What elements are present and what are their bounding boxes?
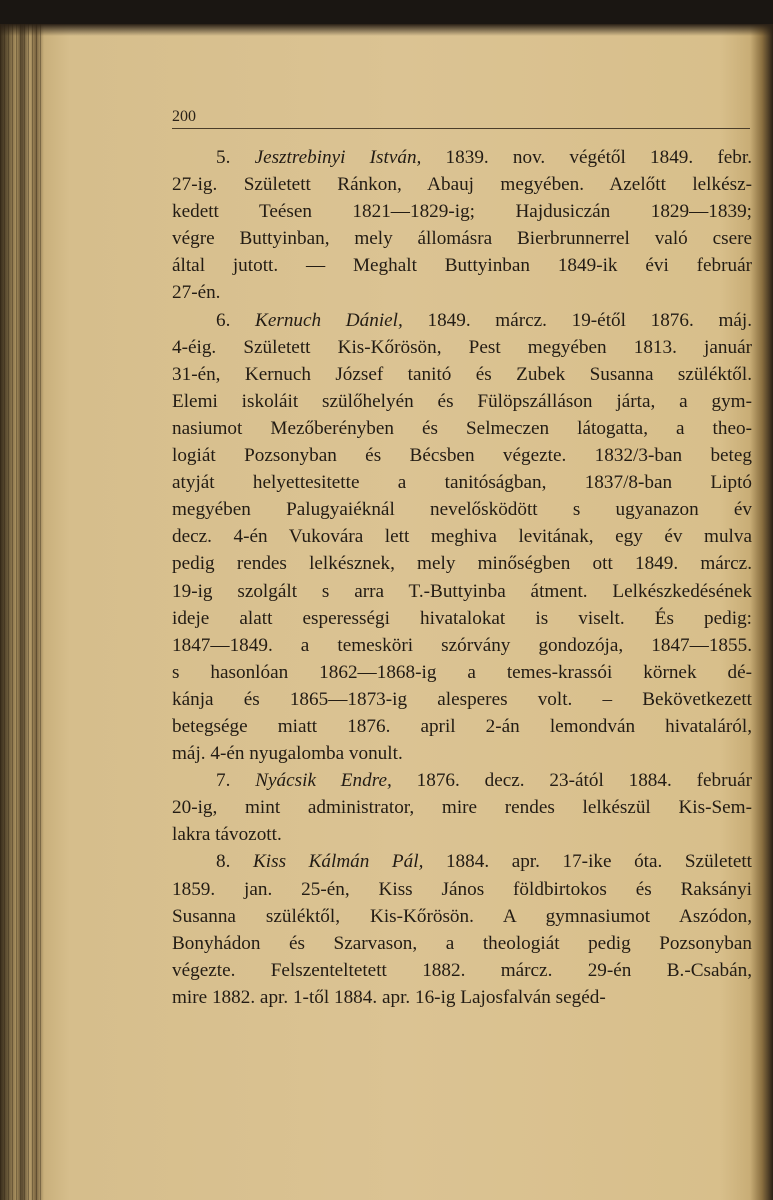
text-line: 1859. jan. 25-én, Kiss János földbirtokos és Raksányi xyxy=(172,878,752,900)
text-line: máj. 4-én nyugalomba vonult. xyxy=(172,743,403,765)
text-line: végezte. Felszenteltetett 1882. márcz. 29-én B.-Csabán, xyxy=(172,959,752,981)
text-line: megyében Palugyaiéknál nevelősködött s ugyanazon év xyxy=(172,499,752,521)
text-line: 27-én. xyxy=(172,282,221,304)
text-line: 27-ig. Született Ránkon, Abauj megyében. Azelőtt lelkész- xyxy=(172,174,752,196)
text-line: Bonyhádon és Szarvason, a theologiát pedig Pozsonyban xyxy=(172,932,752,954)
paragraph-first-line xyxy=(172,848,752,875)
person-name: Jesztrebinyi István, xyxy=(254,147,422,168)
line-text: 1839. nov. végétől 1849. febr. xyxy=(445,147,752,168)
text-line: 20-ig, mint administrator, mire rendes lelkészül Kis-Sem- xyxy=(172,797,752,819)
entry-number: 7. xyxy=(216,770,231,792)
person-name: Nyácsik Endre, xyxy=(255,770,392,792)
header-rule xyxy=(172,128,750,129)
entry-number: 5. xyxy=(216,147,231,168)
text-line: pedig rendes lelkésznek, mely minőségben ott 1849. márcz. xyxy=(172,553,752,575)
person-name: Kernuch Dániel, xyxy=(255,309,403,331)
text-line: Susanna szüléktől, Kis-Kőrösön. A gymnasiumot Aszódon, xyxy=(172,905,752,927)
text-line: nasiumot Mezőberényben és Selmeczen látogatta, a theo- xyxy=(172,417,752,439)
text-line: által jutott. — Meghalt Buttyinban 1849-ik évi február xyxy=(172,255,752,277)
text-line: betegsége miatt 1876. april 2-án lemondván hivataláról, xyxy=(172,715,752,737)
entry-number: 8. xyxy=(216,851,231,873)
text-line: decz. 4-én Vukovára lett meghiva levitának, egy év mulva xyxy=(172,526,752,548)
text-line: 31-én, Kernuch József tanitó és Zubek Susanna szüléktől. xyxy=(172,363,752,385)
text-line: s hasonlóan 1862—1868-ig a temes-krassói körnek dé- xyxy=(172,661,752,683)
paragraph-first-line xyxy=(172,307,752,334)
text-line: atyját helyettesitette a tanitóságban, 1837/8-ban Liptó xyxy=(172,472,752,494)
body-text xyxy=(172,144,752,1011)
text-line: logiát Pozsonyban és Bécsben végezte. 1832/3-ban beteg xyxy=(172,445,752,467)
text-line: végre Buttyinban, mely állomásra Bierbrunnerrel való csere xyxy=(172,228,752,250)
text-line: mire 1882. apr. 1-től 1884. apr. 16-ig Lajosfalván segéd- xyxy=(172,986,606,1008)
text-line: 4-éig. Született Kis-Kőrösön, Pest megyében 1813. január xyxy=(172,336,752,358)
text-line: lakra távozott. xyxy=(172,824,282,846)
page-number: 200 xyxy=(172,108,196,125)
text-line: kedett Teésen 1821—1829-ig; Hajdusiczán 1829—1839; xyxy=(172,201,752,223)
line-text: 1849. márcz. 19-étől 1876. máj. xyxy=(427,309,753,331)
text-line: 1847—1849. a temesköri szórvány gondozója, 1847—1855. xyxy=(172,634,752,656)
entry-number: 6. xyxy=(216,309,231,331)
paragraph-first-line xyxy=(172,144,752,171)
line-text: 1884. apr. 17-ike óta. Született xyxy=(445,851,753,873)
text-line: 19-ig szolgált s arra T.-Buttyinba átment. Lelkészkedésének xyxy=(172,580,752,602)
line-text: 1876. decz. 23-ától 1884. február xyxy=(416,770,753,792)
person-name: Kiss Kálmán Pál, xyxy=(252,851,424,873)
text-line: Elemi iskoláit szülőhelyén és Fülöpszálláson járta, a gym- xyxy=(172,390,752,412)
text-line: kánja és 1865—1873-ig alesperes volt. – Bekövetkezett xyxy=(172,688,752,710)
paragraph-first-line xyxy=(172,767,752,794)
text-line: ideje alatt esperességi hivatalokat is viselt. És pedig: xyxy=(172,607,752,629)
page-stack-edges xyxy=(0,24,44,1200)
